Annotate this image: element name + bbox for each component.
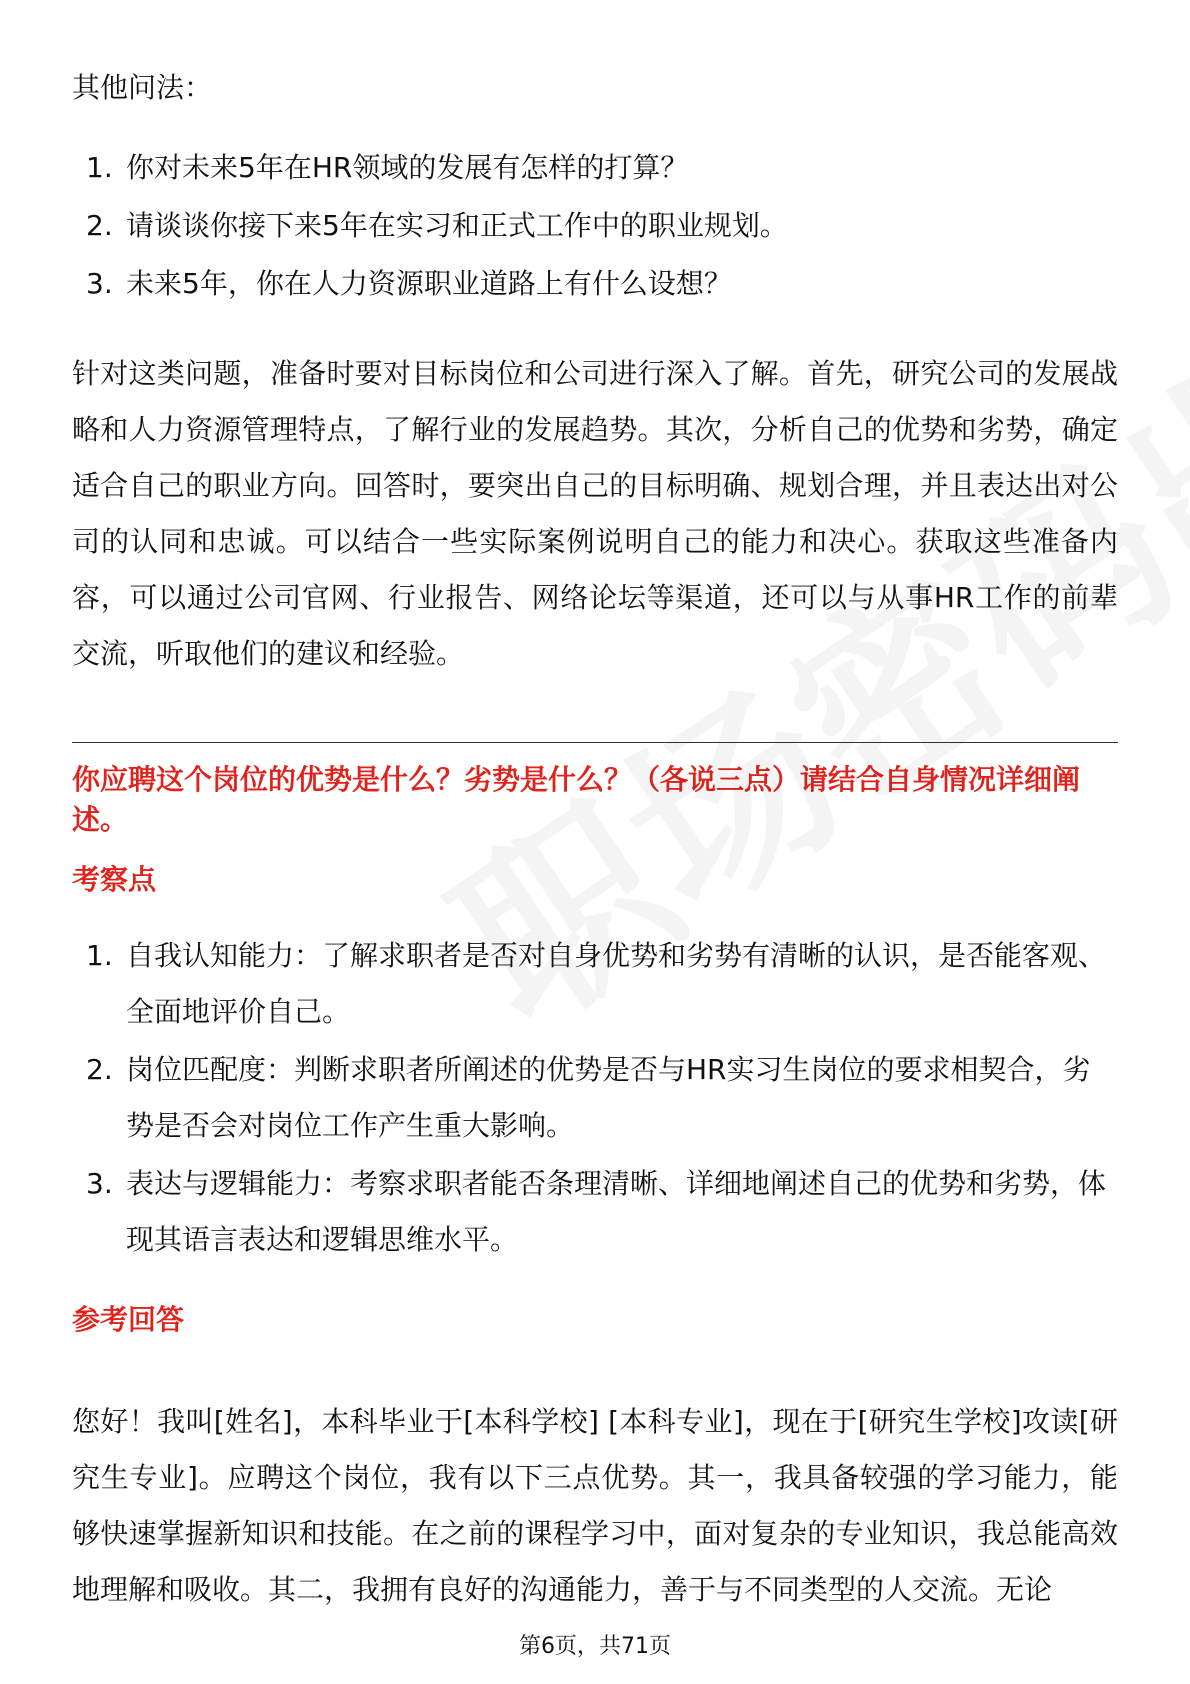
alt-questions-label: 其他问法： [72, 71, 213, 104]
list-item [72, 140, 1118, 196]
question-title: 你应聘这个岗位的优势是什么？劣势是什么？（各说三点）请结合自身情况详细阐述。 [72, 763, 1081, 836]
advice-paragraph: 针对这类问题，准备时要对目标岗位和公司进行深入了解。首先，研究公司的发展战略和人力资源管理特点，了解行业的发展趋势。其次，分析自己的优势和劣势，确定适合自己的职业方向。回答时，要突出自己的目标明确、规划合理，并且表达出对公司的认同和忠诚。可以结合一些实际案例说明自己的能力和决心。获取这些准备内容，可以通过公司官网、行业报告、网络论坛等渠道，还可以与从事HR工作的前辈交流，听取他们的建议和经验。 [72, 357, 1118, 670]
list-item [72, 198, 1118, 254]
assessment-heading: 考察点 [72, 863, 157, 896]
section-divider [72, 742, 1118, 743]
list-number: 1. [86, 151, 113, 184]
list-number: 2. [86, 1053, 113, 1086]
list-item-text: 未来5年，你在人力资源职业道路上有什么设想？ [126, 267, 732, 300]
list-item [72, 256, 1118, 312]
list-number: 3. [86, 267, 113, 300]
list-number: 3. [86, 1167, 113, 1200]
list-item [72, 1156, 1118, 1268]
list-item [72, 1042, 1118, 1154]
reference-heading: 参考回答 [72, 1303, 185, 1336]
list-number: 1. [86, 939, 113, 972]
list-item-text: 表达与逻辑能力：考察求职者能否条理清晰、详细地阐述自己的优势和劣势，体现其语言表达和逻辑思维水平。 [126, 1167, 1107, 1256]
list-number: 2. [86, 209, 113, 242]
alt-questions-list [72, 140, 1118, 314]
list-item [72, 928, 1118, 1040]
list-item-text: 请谈谈你接下来5年在实习和正式工作中的职业规划。 [126, 209, 788, 242]
document-page [72, 0, 1118, 1684]
page-number: 第6页，共71页 [519, 1634, 671, 1659]
reference-answer: 您好！我叫[姓名]，本科毕业于[本科学校] [本科专业]，现在于[研究生学校]攻读[研究生专业]。应聘这个岗位，我有以下三点优势。其一，我具备较强的学习能力，能够快速掌握新知识和技能。在之前的课程学习中，面对复杂的专业知识，我总能高效地理解和吸收。其二，我拥有良好的沟通能力，善于与不同类型的人交流。无论 [72, 1405, 1118, 1606]
list-item-text: 自我认知能力：了解求职者是否对自身优势和劣势有清晰的认识，是否能客观、全面地评价自己。 [126, 939, 1107, 1028]
assessment-list [72, 928, 1118, 1270]
list-item-text: 岗位匹配度：判断求职者所阐述的优势是否与HR实习生岗位的要求相契合，劣势是否会对岗位工作产生重大影响。 [126, 1053, 1091, 1142]
list-item-text: 你对未来5年在HR领域的发展有怎样的打算？ [126, 151, 689, 184]
